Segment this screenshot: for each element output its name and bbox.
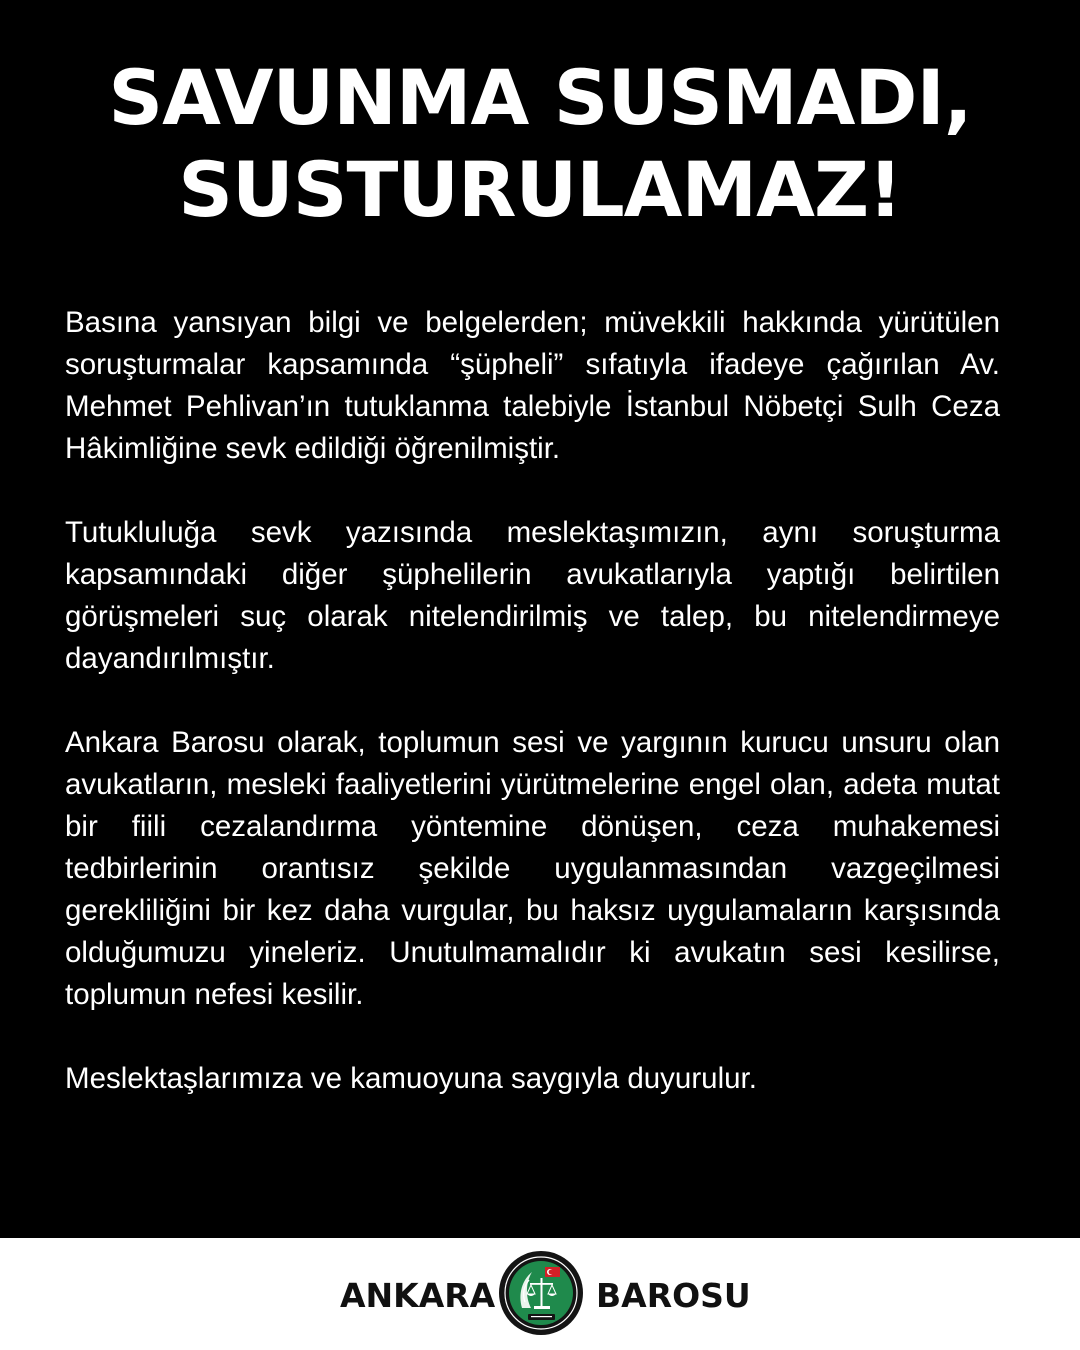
footer-word-right: BAROSU xyxy=(596,1276,751,1315)
headline-line-1: SAVUNMA SUSMADI, xyxy=(108,53,972,142)
statement-closing: Meslektaşlarımıza ve kamuoyuna saygıyla duyurulur. xyxy=(65,1062,757,1095)
headline-line-2: SUSTURULAMAZ! xyxy=(178,145,902,234)
bar-association-seal-icon xyxy=(498,1250,584,1336)
footer-word-left: ANKARA xyxy=(340,1276,496,1315)
statement-body xyxy=(65,302,1000,1100)
statement-paragraph-1: Basına yansıyan bilgi ve belgelerden; müvekkili hakkında yürütülen soruşturmalar kapsamında “şüpheli” sıfatıyla ifadeye çağırılan Av. Mehmet Pehlivan’ın tutuklanma talebiyle İstanbul Nöbetçi Sulh Ceza Hâkimliğine sevk edildiği öğrenilmiştir. xyxy=(65,306,1000,465)
statement-paragraph-3: Ankara Barosu olarak, toplumun sesi ve yargının kurucu unsuru olan avukatların, mesleki faaliyetlerini yürütmelerine engel olan, adeta mutat bir fiili cezalandırma yöntemine dönüşen, ceza muhakemesi tedbirlerinin orantısız şekilde uygulanmasından vazgeçilmesi gerekliliğini bir kez daha vurgular, bu haksız uygulamaların karşısında olduğumuzu yineleriz. Unutulmamalıdır ki avukatın sesi kesilirse, toplumun nefesi kesilir. xyxy=(65,726,1000,1011)
headline xyxy=(0,52,1080,236)
statement-paragraph-2: Tutukluluğa sevk yazısında meslektaşımızın, aynı soruşturma kapsamındaki diğer şüphelilerin avukatlarıyla yaptığı belirtilen görüşmeleri suç olarak nitelendirilmiş ve talep, bu nitelendirmeye dayandırılmıştır. xyxy=(65,516,1000,675)
